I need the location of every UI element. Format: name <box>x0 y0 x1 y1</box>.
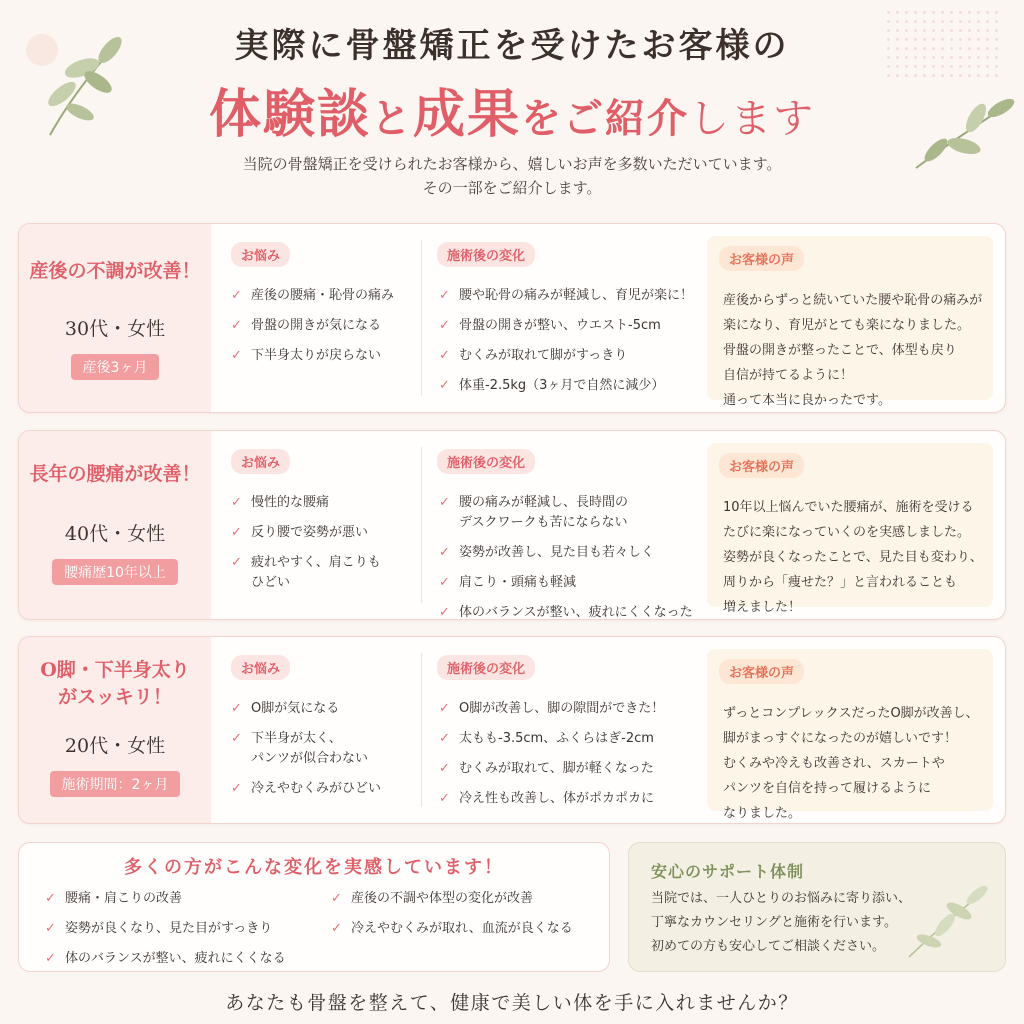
check-item <box>45 889 335 909</box>
customer-voice-text: 10年以上悩んでいた腰痛が、施術を受ける たびに楽になっていくのを実感しました。 姿勢が良くなったことで、見た目も変わり、 周りから「痩せた？」と言われることも 増えました！ <box>723 500 983 615</box>
summary-left-list <box>45 889 335 979</box>
check-item <box>231 493 421 513</box>
check-icon: ✓ <box>439 288 450 303</box>
check-icon: ✓ <box>439 731 450 746</box>
worry-tag: お悩み <box>231 449 290 474</box>
check-item-text: 下半身太りが戻らない <box>251 348 382 363</box>
check-item <box>331 919 601 939</box>
case-badge: 産後3ヶ月 <box>71 354 160 380</box>
check-icon: ✓ <box>45 921 56 936</box>
check-item-text: 冷え性も改善し、体がポカポカに <box>459 791 655 806</box>
check-icon: ✓ <box>439 378 450 393</box>
column-divider <box>421 240 422 396</box>
voice-tag: お客様の声 <box>719 659 804 684</box>
check-icon: ✓ <box>231 348 242 363</box>
worry-tag: お悩み <box>231 242 290 267</box>
summary-right-list <box>331 889 601 949</box>
customer-voice-box <box>707 236 993 408</box>
check-icon: ✓ <box>439 791 450 806</box>
check-icon: ✓ <box>331 921 342 936</box>
check-item <box>439 376 701 396</box>
check-item-text: O脚が気になる <box>251 701 340 716</box>
check-icon: ✓ <box>231 781 242 796</box>
check-item-text: 体のバランスが整い、疲れにくくなった <box>459 605 693 620</box>
check-icon: ✓ <box>439 318 450 333</box>
title-word-taikendan: 体験談 <box>208 84 371 145</box>
check-icon: ✓ <box>231 318 242 333</box>
voice-tag: お客様の声 <box>719 453 804 478</box>
check-item-text: O脚が改善し、脚の隙間ができた！ <box>459 701 665 716</box>
check-icon: ✓ <box>231 495 242 510</box>
title-word-seika: 成果 <box>413 84 522 145</box>
case-badge-wrap <box>19 354 211 380</box>
case-summary <box>19 224 211 412</box>
check-item <box>439 789 701 809</box>
check-item <box>439 286 701 306</box>
intro-line2: その一部をご紹介します。 <box>422 179 602 197</box>
check-item <box>231 553 421 593</box>
title-particle: と <box>371 95 413 142</box>
column-divider <box>421 653 422 807</box>
column-divider <box>421 447 422 603</box>
check-item-text: 姿勢が改善し、見た目も若々しく <box>459 545 655 560</box>
change-list <box>439 493 701 633</box>
case-summary <box>19 431 211 619</box>
check-item <box>439 699 701 719</box>
check-icon: ✓ <box>231 701 242 716</box>
check-icon: ✓ <box>439 701 450 716</box>
check-item <box>439 759 701 779</box>
check-item-text: 肩こり・頭痛も軽減 <box>459 575 577 590</box>
check-item <box>231 729 421 769</box>
check-item <box>231 523 421 543</box>
check-item <box>439 316 701 336</box>
change-tag: 施術後の変化 <box>437 655 535 680</box>
check-icon: ✓ <box>231 555 242 570</box>
case-title: 長年の腰痛が改善！ <box>29 463 201 485</box>
check-item <box>231 316 421 336</box>
customer-voice-box <box>707 443 993 615</box>
check-icon: ✓ <box>439 495 450 510</box>
change-tag: 施術後の変化 <box>437 449 535 474</box>
check-icon: ✓ <box>231 525 242 540</box>
check-item-text: むくみが取れて脚がすっきり <box>459 348 628 363</box>
check-item <box>45 949 335 969</box>
case-age: 20代・女性 <box>64 735 166 757</box>
case-age: 30代・女性 <box>64 318 166 340</box>
check-item-text: 太もも-3.5cm、ふくらはぎ-2cm <box>459 731 654 746</box>
case-title: 産後の不調が改善！ <box>29 260 201 282</box>
case-age: 40代・女性 <box>64 523 166 545</box>
check-item-text: 産後の腰痛・恥骨の痛み <box>251 288 395 303</box>
check-item-text: 冷えやむくみがひどい <box>251 781 382 796</box>
closing-message: あなたも骨盤を整えて、健康で美しい体を手に入れませんか？ <box>225 992 799 1014</box>
title-word-shimasu: します <box>689 96 816 142</box>
change-list <box>439 286 701 406</box>
check-item <box>439 729 701 749</box>
case-badge-wrap <box>19 771 211 797</box>
check-item-text: 腰や恥骨の痛みが軽減し、育児が楽に！ <box>459 288 694 303</box>
check-icon: ✓ <box>231 288 242 303</box>
customer-voice-box <box>707 649 993 821</box>
change-tag: 施術後の変化 <box>437 242 535 267</box>
check-item-text: 腰の痛みが軽減し、長時間の デスクワークも苦にならない <box>459 495 629 530</box>
title-line2 <box>0 72 1024 147</box>
check-icon: ✓ <box>439 348 450 363</box>
check-item-text: 疲れやすく、肩こりも ひどい <box>251 555 381 590</box>
check-item-text: 産後の不調や体型の変化が改善 <box>351 891 534 906</box>
summary-box <box>18 842 610 972</box>
check-item-text: 骨盤の開きが気になる <box>251 318 382 333</box>
check-item <box>45 919 335 939</box>
check-item <box>439 493 701 533</box>
check-icon: ✓ <box>439 575 450 590</box>
title-word-goshoukai: をご紹介 <box>521 95 690 142</box>
check-item-text: 姿勢が良くなり、見た目がすっきり <box>65 921 273 936</box>
check-icon: ✓ <box>439 545 450 560</box>
title-line1: 実際に骨盤矯正を受けたお客様の <box>234 26 790 66</box>
leaf-branch-icon <box>901 881 991 961</box>
check-item <box>231 779 421 799</box>
check-item-text: 体重-2.5kg（3ヶ月で自然に減少） <box>459 378 665 393</box>
check-item-text: 体のバランスが整い、疲れにくくなる <box>65 951 286 966</box>
case-card <box>18 636 1006 824</box>
check-icon: ✓ <box>439 761 450 776</box>
intro-text <box>0 152 1024 200</box>
check-item-text: 骨盤の開きが整い、ウエスト-5cm <box>459 318 661 333</box>
header <box>0 0 1024 210</box>
check-item-text: 腰痛・肩こりの改善 <box>65 891 183 906</box>
check-item-text: 冷えやむくみが取れ、血流が良くなる <box>351 921 573 936</box>
check-icon: ✓ <box>231 731 242 746</box>
change-list <box>439 699 701 819</box>
check-icon: ✓ <box>439 605 450 620</box>
support-title: 安心のサポート体制 <box>651 862 805 881</box>
check-item <box>331 889 601 909</box>
worry-list <box>231 699 421 809</box>
intro-line1: 当院の骨盤矯正を受けられたお客様から、嬉しいお声を多数いただいています。 <box>242 155 782 173</box>
support-box <box>628 842 1006 972</box>
case-summary <box>19 637 211 823</box>
check-icon: ✓ <box>45 891 56 906</box>
check-item <box>439 603 701 623</box>
check-item-text: 慢性的な腰痛 <box>251 495 330 510</box>
check-item-text: むくみが取れて、脚が軽くなった <box>459 761 654 776</box>
summary-title: 多くの方がこんな変化を実感しています！ <box>124 857 504 878</box>
case-badge: 腰痛歴10年以上 <box>52 559 178 585</box>
check-item <box>231 346 421 366</box>
customer-voice-text: ずっとコンプレックスだったO脚が改善し、 脚がまっすぐになったのが嬉しいです！ むくみや冷えも改善され、スカートや パンツを自信を持って履けるように なりました。 <box>723 706 979 821</box>
check-item <box>439 543 701 563</box>
case-card <box>18 430 1006 620</box>
case-card <box>18 223 1006 413</box>
check-item <box>231 699 421 719</box>
check-item <box>439 346 701 366</box>
check-item-text: 反り腰で姿勢が悪い <box>251 525 369 540</box>
case-title: O脚・下半身太り がスッキリ！ <box>40 659 190 708</box>
check-icon: ✓ <box>331 891 342 906</box>
worry-tag: お悩み <box>231 655 290 680</box>
case-badge-wrap <box>19 559 211 585</box>
voice-tag: お客様の声 <box>719 246 804 271</box>
worry-list <box>231 286 421 376</box>
check-item <box>231 286 421 306</box>
check-item-text: 下半身が太く、 パンツが似合わない <box>251 731 369 766</box>
check-item <box>439 573 701 593</box>
customer-voice-text: 産後からずっと続いていた腰や恥骨の痛みが 楽になり、育児がとても楽になりました。 骨盤の開きが整ったことで、体型も戻り 自信が持てるように！ 通って本当に良かったです。 <box>723 293 983 408</box>
check-icon: ✓ <box>45 951 56 966</box>
case-badge: 施術期間：2ヶ月 <box>50 771 181 797</box>
worry-list <box>231 493 421 603</box>
support-text: 当院では、一人ひとりのお悩みに寄り添い、 丁寧なカウンセリングと施術を行います。 初めての方も安心してご相談ください。 <box>651 891 912 954</box>
